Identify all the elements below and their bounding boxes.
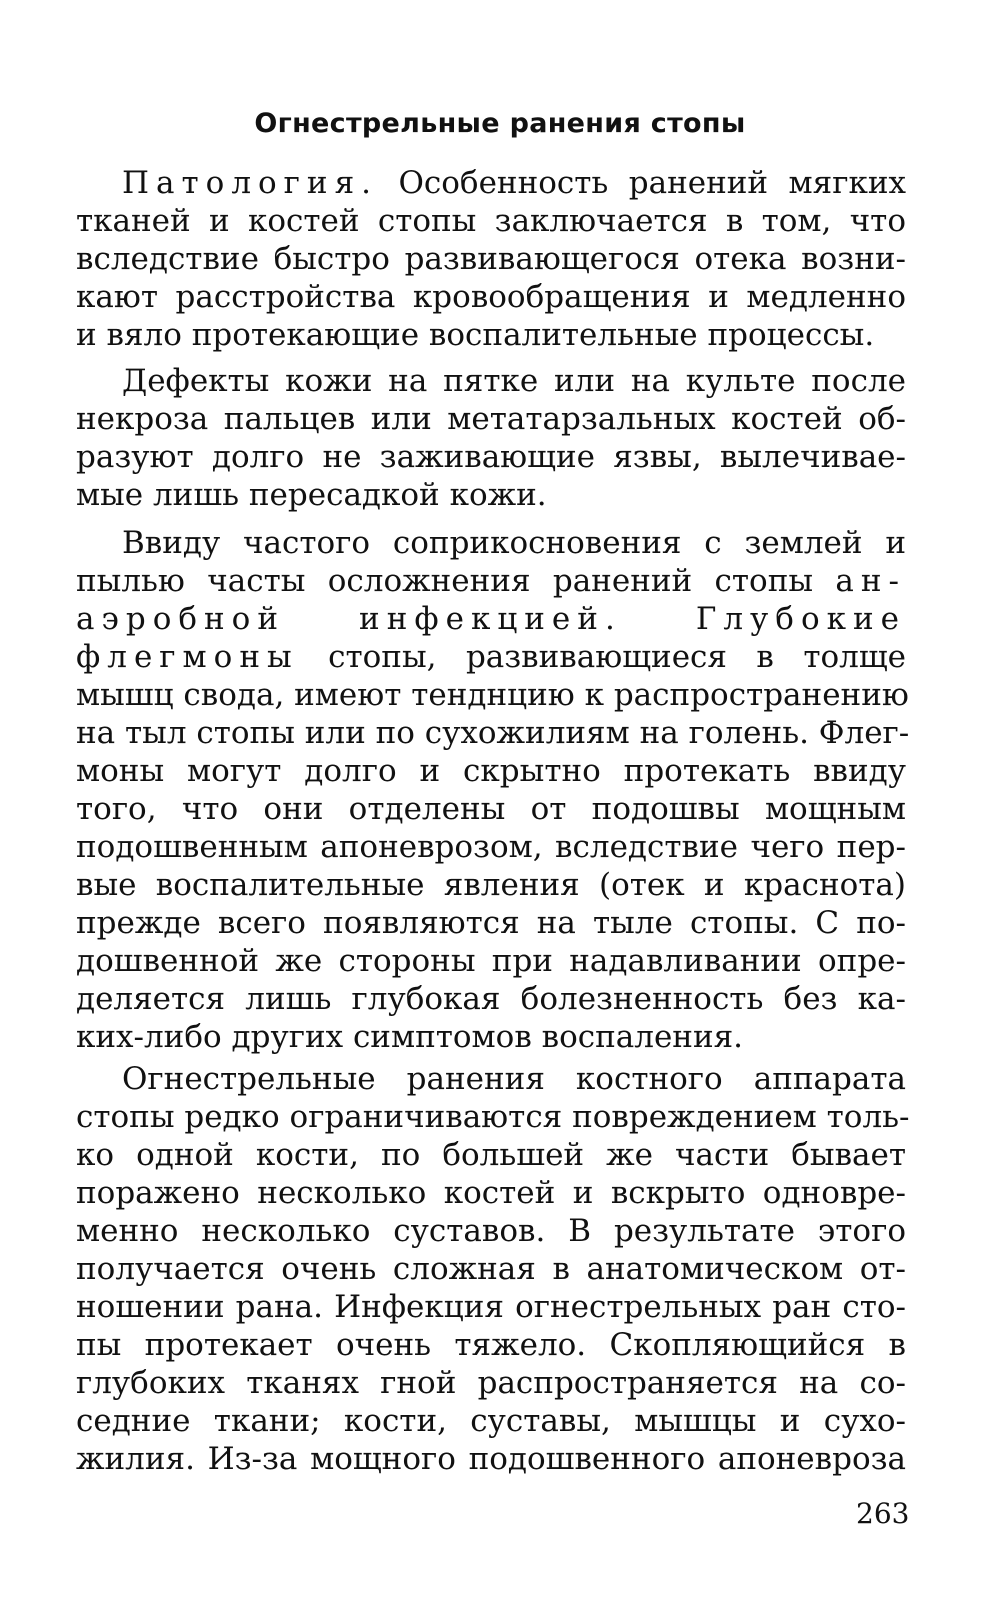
text-line: деляется лишь глубокая болезненность без ка- (76, 981, 906, 1017)
text-line: получается очень сложная в анатомическом от- (76, 1251, 906, 1287)
text-line: некроза пальцев или метатарзальных костей об- (76, 401, 906, 437)
page-title: Огнестрельные ранения стопы (254, 108, 746, 139)
text-line: глубоких тканях гной распространяется на со- (76, 1365, 906, 1401)
text-run: Особенность ранений мягких (398, 165, 906, 201)
text-line: на тыл стопы или по сухожилиям на голень. Флег- (76, 715, 910, 751)
text-line: того, что они отделены от подошвы мощным (76, 791, 906, 827)
text-line: жилия. Из-за мощного подошвенного апоневроза (76, 1441, 906, 1477)
text-line: ких-либо других симптомов воспаления. (76, 1019, 744, 1055)
text-line: Огнестрельные ранения костного аппарата (122, 1061, 906, 1097)
text-line (76, 164, 906, 202)
text-line: вследствие быстро развивающегося отека возни- (76, 241, 906, 277)
text-line: прежде всего появляются на тыле стопы. С по- (76, 905, 906, 941)
text-line: стопы редко ограничиваются повреждением толь- (76, 1099, 910, 1135)
text-line: дошвенной же стороны при надавливании опре- (76, 943, 906, 979)
text-line: тканей и костей стопы заключается в том, что (76, 203, 906, 239)
text-line: седние ткани; кости, суставы, мышцы и сухо- (76, 1403, 906, 1439)
text-line (76, 562, 906, 600)
text-line: пы протекает очень тяжело. Скопляющийся в (76, 1327, 906, 1363)
text-line (76, 638, 906, 676)
text-line: вые воспалительные явления (отек и краснота) (76, 867, 906, 903)
text-line: менно несколько суставов. В результате этого (76, 1213, 906, 1249)
paragraph-2 (76, 362, 906, 514)
text-line: ношении рана. Инфекция огнестрельных ран сто- (76, 1289, 906, 1325)
text-line: аэробной инфекцией. Глубокие (76, 601, 906, 637)
text-line: моны могут долго и скрытно протекать ввиду (76, 753, 906, 789)
text-line: поражено несколько костей и вскрыто одновре- (76, 1175, 906, 1211)
text-line: Ввиду частого соприкосновения с землей и (122, 525, 906, 561)
text-line: подошвенным апоневрозом, вследствие чего пер- (76, 829, 906, 865)
emphasis-word: ан- (835, 563, 906, 599)
text-line: ко одной кости, по большей же части бывает (76, 1137, 906, 1173)
paragraph-4 (76, 1060, 910, 1478)
text-line: кают расстройства кровообращения и медленно (76, 279, 906, 315)
page-number: 263 (856, 1497, 910, 1530)
paragraph-1 (76, 164, 906, 354)
text-line: и вяло протекающие воспалительные процессы. (76, 317, 875, 353)
text-line: разуют долго не заживающие язвы, вылечивае- (76, 439, 906, 475)
emphasis-word: флегмоны (76, 639, 299, 675)
text-line: мые лишь пересадкой кожи. (76, 477, 547, 513)
text-run: пылью часты осложнения ранений стопы (76, 563, 814, 599)
text-run: стопы, развивающиеся в толще (328, 639, 906, 675)
emphasis-word: Патология. (122, 165, 378, 201)
text-line: Дефекты кожи на пятке или на культе после (122, 363, 906, 399)
text-line: мышц свода, имеют тенднцию к распространению (76, 677, 909, 713)
paragraph-3 (76, 524, 910, 1056)
